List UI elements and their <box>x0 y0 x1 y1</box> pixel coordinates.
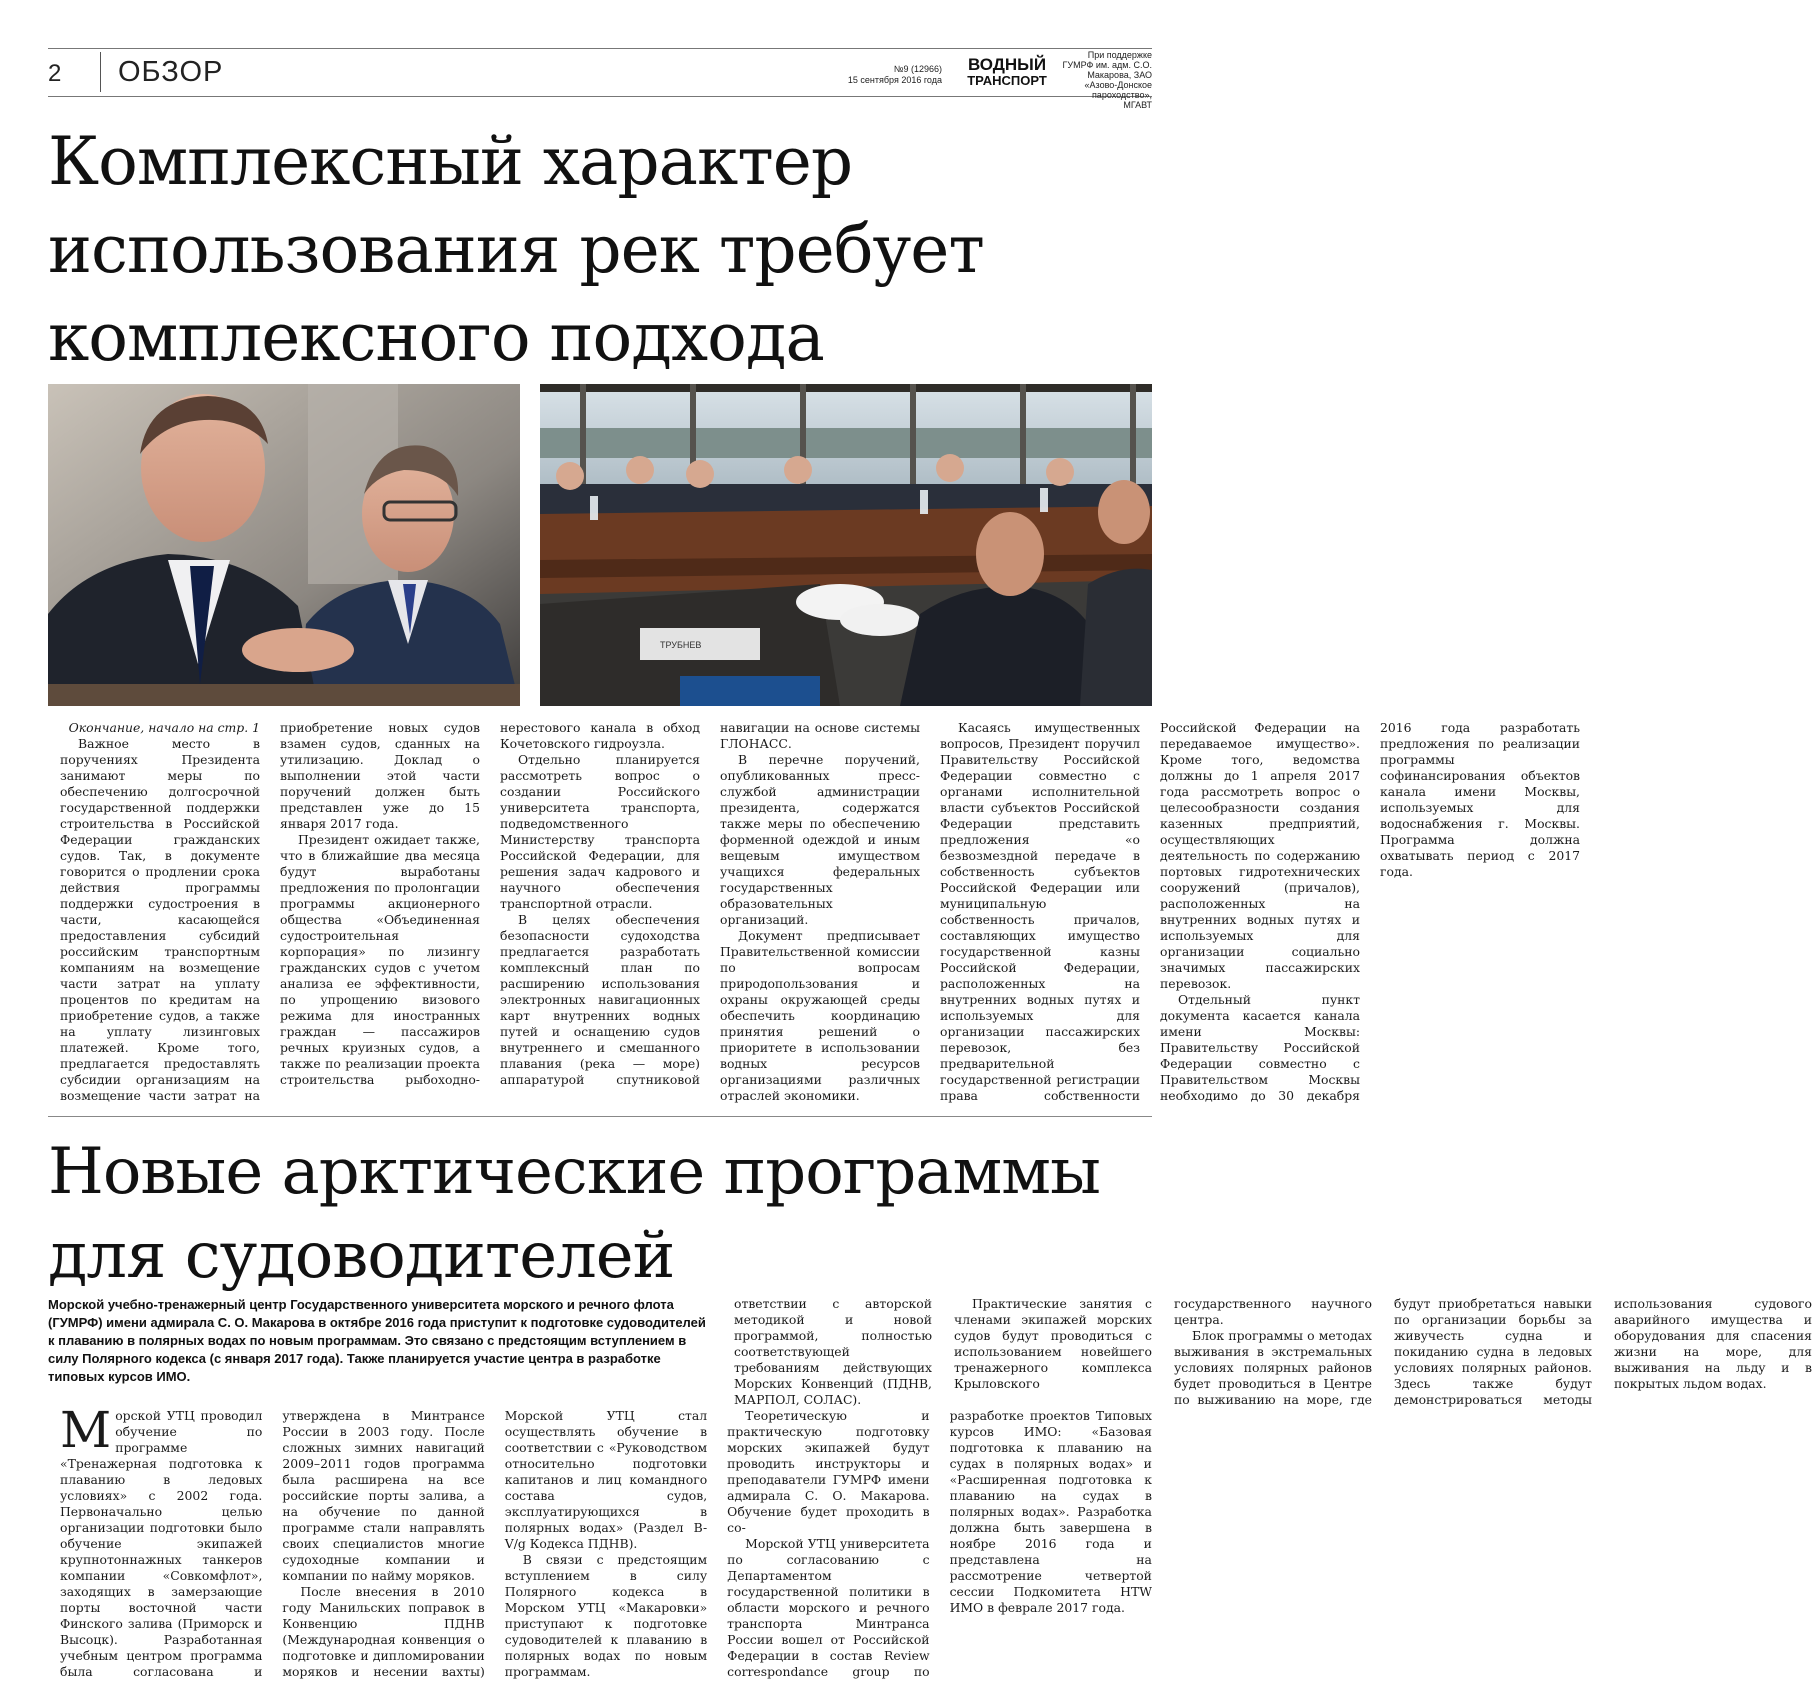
article1-paragraph: В перечне поручений, опубликованных пресс-службой администрации президента, содержатся также меры по обеспечению форменной одеждой и иным вещевым имуществом учащихся федеральных государственных образовательных организаций. <box>720 752 920 927</box>
header-separator <box>100 52 101 92</box>
logo-line1: ВОДНЫЙ <box>967 55 1047 74</box>
issue-info <box>848 64 942 86</box>
header-bottom-rule <box>48 96 1152 97</box>
article2-headline: Новые арктические программы для судоводителей <box>48 1135 1100 1293</box>
article1-paragraph: Важное место в поручениях Президента занимают меры по обеспечению долгосрочной государственной поддержки строительства в Российской Федерации гражданских судов. Так, в документе говорится о продлении срока действия программы поддержки судостроения в части, касающейся предоставления субсидий российским транспортным компаниям на возмещение части затрат на уплату процентов по кредитам на приобретение судов, а также на уплату лизинговых платежей. Кроме того, предлагается предоставлять субсидии организациям на возмещение части затрат на приобретение новых судов взамен судов, сданных на утилизацию. Доклад о выполнении этой части поручений должен быть представлен уже до 15 января 2017 года. <box>60 720 480 1103</box>
article2-paragraph: В связи с предстоящим вступлением в силу Полярного кодекса в Морском УТЦ «Макаровки» приступают к подготовке судоводителей к плаванию в полярных водах по новым программам. <box>504 1552 708 1679</box>
newspaper-logo <box>960 50 1054 92</box>
article1-paragraph: Отдельно планируется рассмотреть вопрос о создании Российского университета транспорта, подведомственного Министерству транспорта Российской Федерации, для решения задач кадрового и научного обеспечения транспортной отрасли. <box>500 752 700 911</box>
first-paragraph-text: орской УТЦ проводил обучение по программе «Тренажерная подготовка к плаванию в ледовых условиях» с 2002 года. Первоначально целью организации подготовки было обучение экипажей крупнотоннажных танкеров компании «Совкомфлот», заходящих в замерзающие порты восточной части Финского залива (Приморск и Высоцк). Разработанная учебным центром программа была согласована и утверждена в Минтрансе России в 2003 году. После сложных зимних навигаций 2009–2011 годов программа была расширена на все российские порты залива, а на обучение по данной программе стали направлять своих специалистов многие судоходные компании и компании по найму моряков. <box>60 1408 485 1679</box>
article2-paragraph: Теоретическую и практическую подготовку морских экипажей будут проводить инструкторы и преподаватели ГУМРФ имени адмирала С. О. Макарова. Обучение будет проходить в со- <box>727 1408 930 1535</box>
article1-headline: Комплексный характер использования рек требует комплексного подхода <box>48 123 984 376</box>
article1-paragraph: Касаясь имущественных вопросов, Президент поручил Правительству Российской Федерации совместно с органами исполнительной власти субъектов Российской Федерации представить предложения «о безвозмездной передаче в собственность субъектов Российской Федерации или муниципальную собственность причалов, составляющих имущество государственной казны Российской Федерации, расположенных на внутренних водных путях и используемых для организации пассажирских перевозок, без предварительной государственной регистрации права собственности Российской Федерации на передаваемое имущество». Кроме того, ведомства должны до 1 апреля 2017 года рассмотреть вопрос о целесообразности создания казенных предприятий, осуществляющих деятельность по содержанию портовых гидротехнических сооружений (причалов), расположенных на внутренних водных путях и используемых для организации социально значимых пассажирских перевозок. <box>940 720 1360 1103</box>
article2-paragraph: После внесения в 2010 году Манильских поправок в Конвенцию ПДНВ (Международная конвенция о подготовке и дипломировании моряков и несении вахты) Морской УТЦ стал осуществлять обучение в соответствии с «Руководством относительно подготовки капитанов и лиц командного состава судов, эксплуатирующихся в полярных водах» (Раздел B-V/g Кодекса ПДНВ). <box>282 1408 708 1679</box>
section-name: ОБЗОР <box>118 56 224 88</box>
article2-paragraph: ответствии с авторской методикой и новой программой, полностью соответствующей требованиям действующих Морских Конвенций (ПДНВ, МАРПОЛ, СОЛАС). <box>734 1296 932 1407</box>
photo-officials-seated <box>48 384 520 706</box>
article2-paragraph: Морской УТЦ университета по согласованию с Департаментом государственной политики в области морского и речного транспорта Минтранса России вошел от Российской Федерации в состав Review correspondance group по разработке проектов Типовых курсов ИМО: «Базовая подготовка к плаванию на судах в полярных водах» и «Расширенная подготовка к плаванию на судах в полярных водах». Разработка должна быть завершена в ноябре 2016 года и представлена на рассмотрение четвертой сессии Подкомитета HTW ИМО в феврале 2017 года. <box>727 1408 1152 1679</box>
continuation-note: Окончание, начало на стр. 1 <box>68 720 260 735</box>
header-top-rule <box>48 48 1152 49</box>
drop-cap: М <box>60 1401 112 1459</box>
article2-lead: Морской учебно-тренажерный центр Государственного университета морского и речного флота (ГУМРФ) имени адмирала С. О. Макарова в октябре 2016 года приступит к подготовке судоводителей к плаванию в полярных водах по новым программам. Это связано с предстоящим вступлением в силу Полярного кодекса (с января 2017 года). Также планируется участие центра в разработке типовых курсов ИМО. <box>48 1297 706 1384</box>
page-number: 2 <box>48 60 62 87</box>
sponsor-note: При поддержке ГУМРФ им. адм. С.О. Макарова, ЗАО «Азово-Донское пароходство», МГАВТ <box>1062 50 1152 110</box>
article2-top-columns <box>734 1296 1812 1408</box>
issue-number: №9 (12966) <box>893 64 942 74</box>
logo-line2: ТРАНСПОРТ <box>967 73 1047 88</box>
article2-body <box>60 1401 1152 1680</box>
photo-meeting-table <box>540 384 1152 706</box>
article2-paragraph: Блок программы о методах выживания в экстремальных условиях полярных районов будет проводиться в Центре по выживанию на море, где будут приобретаться навыки по организации борьбы за живучесть судна и покиданию судна в ледовых условиях полярных районов. Здесь также будут демонстрироваться методы использования судового аварийного имущества и оборудования для спасения жизни на море, для выживания на льду и в покрытых льдом водах. <box>1174 1296 1812 1407</box>
article1-body <box>60 720 1580 1104</box>
article1-paragraph: В целях обеспечения безопасности судоходства предлагается разработать комплексный план по расширению использования электронных навигационных карт внутренних водных путей и оснащению судов внутреннего и смешанного плавания (река — море) аппаратурой спутниковой навигации на основе системы ГЛОНАСС. <box>500 720 920 1087</box>
nameplate-text: ТРУБНЕВ <box>660 640 702 650</box>
article1-paragraph: Отдельный пункт документа касается канала имени Москвы: Правительству Российской Федерации совместно с Правительством Москвы необходимо до 30 декабря 2016 года разработать предложения по реализации программы софинансирования объектов канала имени Москвы, используемых для водоснабжения г. Москвы. Программа должна охватывать период с 2017 года. <box>1160 720 1580 1103</box>
article1-paragraph: Документ предписывает Правительственной комиссии по вопросам природопользования и охраны окружающей среды обеспечить координацию принятия решений о приоритете в использовании водных ресурсов организациями различных отраслей экономики. <box>720 928 920 1103</box>
article2-paragraph: Практические занятия с членами экипажей морских судов будут проводиться с использованием новейшего тренажерного комплекса Крыловского государственного научного центра. <box>954 1296 1372 1391</box>
article1-paragraph: Президент ожидает также, что в ближайшие два месяца будут выработаны предложения по пролонгации программы акционерного общества «Объединенная судостроительная корпорация» по лизингу гражданских судов с учетом анализа ее эффективности, по упрощению визового режима для иностранных граждан — пассажиров речных круизных судов, а также по реализации проекта строительства рыбоходно-нерестового канала в обход Кочетовского гидроузла. <box>280 720 700 1087</box>
issue-date: 15 сентября 2016 года <box>847 75 942 85</box>
article-divider <box>48 1116 1152 1117</box>
